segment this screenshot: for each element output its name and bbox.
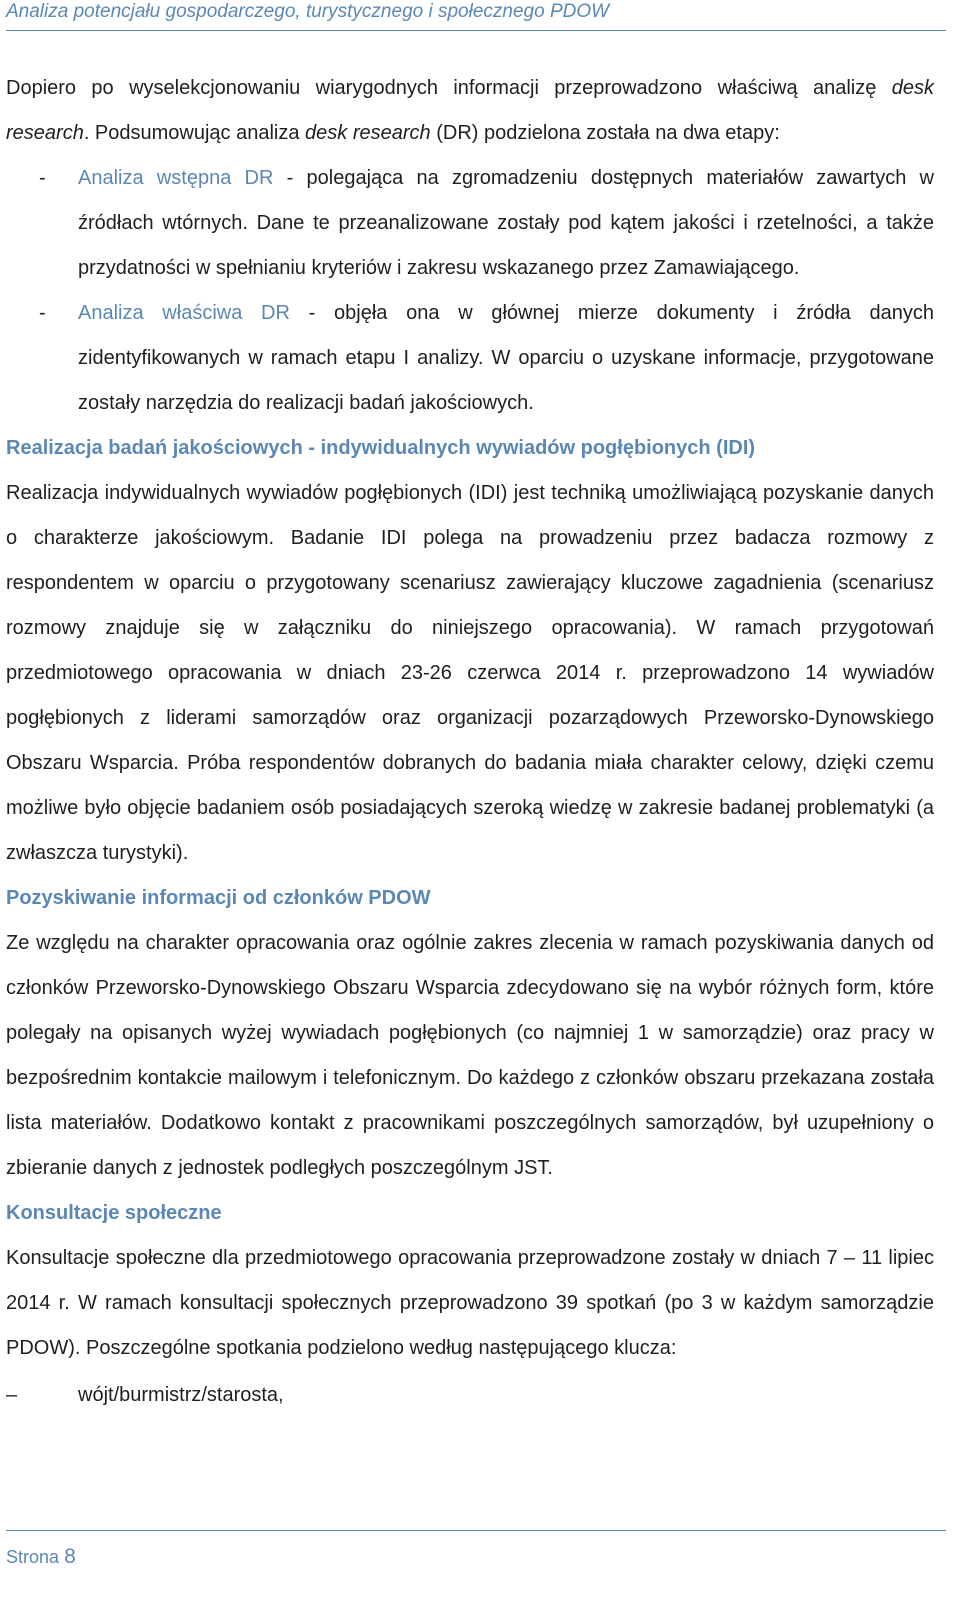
footer-page-number: 8 <box>64 1545 76 1568</box>
running-footer <box>6 1530 946 1569</box>
list-item-text: wójt/burmistrz/starosta, <box>78 1384 284 1406</box>
bullet-text: - objęła ona w głównej mierze dokumenty i źródła danych zidentyfikowanych w ramach etapu I analizy. W oparciu o uzyskane informacje, przygotowane zostały narzędzia do realizacji badań jakościowych. <box>78 302 934 414</box>
bullet-item <box>6 156 934 291</box>
intro-text-3: (DR) podzielona została na dwa etapy: <box>430 122 780 144</box>
list-dash: – <box>6 1384 18 1406</box>
intro-emphasis-2: desk research <box>305 122 431 144</box>
bullet-text: - polegająca na zgromadzeniu dostępnych materiałów zawartych w źródłach wtórnych. Dane te przeanalizowane zostały pod kątem jakości i rzetelności, a także przydatności w spełnianiu kryteriów i zakresu wskazanego przez Zamawiającego. <box>78 167 934 279</box>
section-heading-pdow: Pozyskiwanie informacji od członków PDOW <box>6 887 431 909</box>
bullet-label: Analiza wstępna DR <box>78 167 274 189</box>
intro-emphasis-1: desk research <box>6 77 934 144</box>
bullet-label: Analiza właściwa DR <box>78 302 290 324</box>
bullet-dash: - <box>39 302 46 324</box>
intro-text-2: . Podsumowując analiza <box>83 122 306 144</box>
intro-paragraph <box>6 66 934 156</box>
section-heading-consultations: Konsultacje społeczne <box>6 1202 222 1224</box>
section-paragraph-pdow: Ze względu na charakter opracowania oraz ogólnie zakres zlecenia w ramach pozyskiwania danych od członków Przeworsko-Dynowskiego Obszaru Wsparcia zdecydowano się na wybór różnych form, które polegały na opisanych wyżej wywiadach pogłębionych (co najmniej 1 w samorządzie) oraz pracy w bezpośrednim kontakcie mailowym i telefonicznym. Do każdego z członków obszaru przekazana została lista materiałów. Dodatkowo kontakt z pracownikami poszczególnych samorządów, był uzupełniony o zbieranie danych z jednostek podległych poszczególnym JST. <box>6 932 934 1179</box>
section-heading-idi: Realizacja badań jakościowych - indywidualnych wywiadów pogłębionych (IDI) <box>6 437 756 459</box>
section-paragraph-consultations: Konsultacje społeczne dla przedmiotowego opracowania przeprowadzone zostały w dniach 7 – 11 lipiec 2014 r. W ramach konsultacji społecznych przeprowadzono 39 spotkań (po 3 w każdym samorządzie PDOW). Poszczególne spotkania podzielono według następującego klucza: <box>6 1247 934 1359</box>
running-header: Analiza potencjału gospodarczego, turystycznego i społecznego PDOW <box>6 0 946 31</box>
list-item <box>6 1373 934 1418</box>
intro-text-1: Dopiero po wyselekcjonowaniu wiarygodnych informacji przeprowadzono właściwą analizę <box>6 77 892 99</box>
bullet-dash: - <box>39 167 46 189</box>
body-text <box>6 66 934 1418</box>
bullet-item <box>6 291 934 426</box>
footer-page-label: Strona <box>6 1547 60 1567</box>
section-paragraph-idi: Realizacja indywidualnych wywiadów pogłębionych (IDI) jest techniką umożliwiającą pozyskanie danych o charakterze jakościowym. Badanie IDI polega na prowadzeniu przez badacza rozmowy z respondentem w oparciu o przygotowany scenariusz zawierający kluczowe zagadnienia (scenariusz rozmowy znajduje się w załączniku do niniejszego opracowania). W ramach przygotowań przedmiotowego opracowania w dniach 23-26 czerwca 2014 r. przeprowadzono 14 wywiadów pogłębionych z liderami samorządów oraz organizacji pozarządowych Przeworsko-Dynowskiego Obszaru Wsparcia. Próba respondentów dobranych do badania miała charakter celowy, dzięki czemu możliwe było objęcie badaniem osób posiadających szeroką wiedzę w zakresie badanej problematyki (a zwłaszcza turystyki). <box>6 482 934 864</box>
